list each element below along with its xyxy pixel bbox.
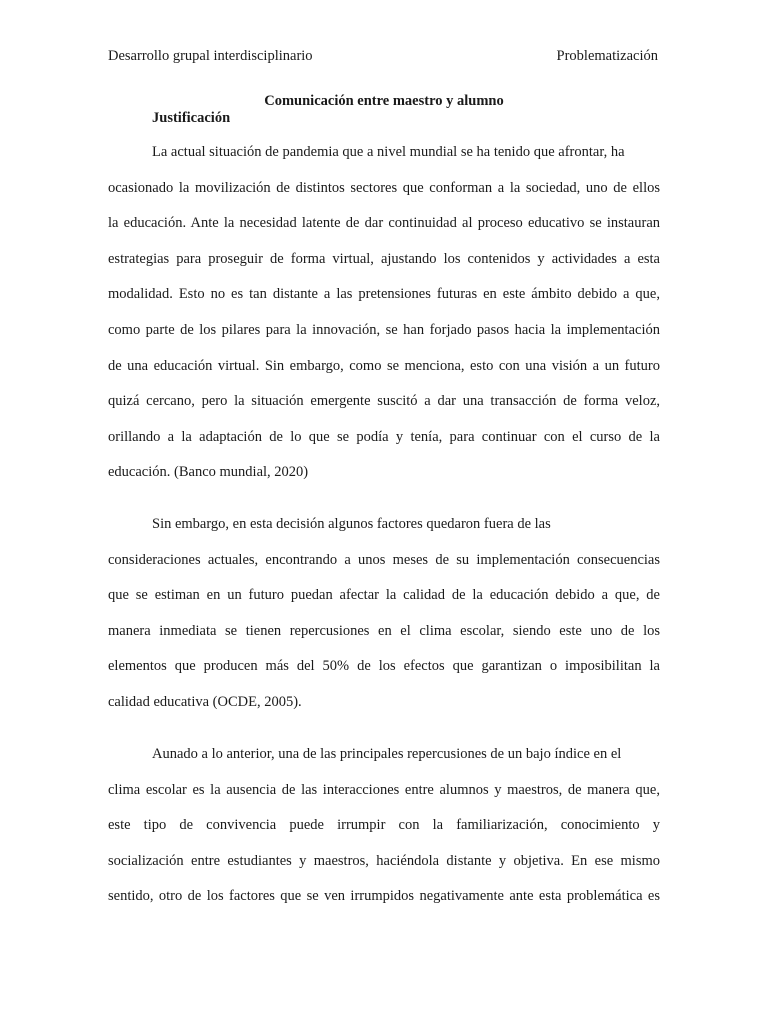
paragraph-line: orillando a la adaptación de lo que se podía y tenía, para continuar con el curso de la [108, 428, 660, 445]
paragraph-line: Sin embargo, en esta decisión algunos factores quedaron fuera de las [152, 516, 551, 532]
paragraph-line: socialización entre estudiantes y maestros, haciéndola distante y objetiva. En ese mismo [108, 852, 660, 869]
paragraph-line: manera inmediata se tienen repercusiones en el clima escolar, siendo este uno de los [108, 622, 660, 639]
paragraph-line: como parte de los pilares para la innovación, se han forjado pasos hacia la implementación [108, 321, 660, 338]
paragraph-line: Aunado a lo anterior, una de las principales repercusiones de un bajo índice en el [152, 746, 622, 762]
section-heading: Justificación [152, 110, 231, 126]
paragraph-line: quizá cercano, pero la situación emergente suscitó a dar una transacción de forma veloz, [108, 393, 660, 410]
paragraph-line: La actual situación de pandemia que a nivel mundial se ha tenido que afrontar, ha [152, 144, 625, 160]
paragraph-line: consideraciones actuales, encontrando a unos meses de su implementación consecuencias [108, 551, 660, 568]
paragraph-line: ocasionado la movilización de distintos sectores que conforman a la sociedad, uno de ellos [108, 179, 660, 196]
paragraph-1 [108, 135, 660, 491]
header-course-name: Desarrollo grupal interdisciplinario [108, 48, 313, 64]
paragraph-line: sentido, otro de los factores que se ven irrumpidos negativamente ante esta problemática es [108, 888, 660, 905]
paragraph-line: calidad educativa (OCDE, 2005). [108, 693, 302, 710]
paragraph-line: la educación. Ante la necesidad latente de dar continuidad al proceso educativo se instauran [108, 215, 660, 232]
paragraph-line: clima escolar es la ausencia de las interacciones entre alumnos y maestros, de manera que, [108, 781, 660, 798]
paragraph-2 [108, 507, 660, 721]
paragraph-line: este tipo de convivencia puede irrumpir con la familiarización, conocimiento y [108, 817, 660, 834]
paragraph-line: modalidad. Esto no es tan distante a las pretensiones futuras en este ámbito debido a que, [108, 286, 660, 303]
paragraph-line: estrategias para proseguir de forma virtual, ajustando los contenidos y actividades a esta [108, 250, 660, 267]
document-title: Comunicación entre maestro y alumno [264, 93, 504, 109]
paragraph-line: elementos que producen más del 50% de los efectos que garantizan o imposibilitan la [108, 658, 660, 675]
paragraph-line: educación. (Banco mundial, 2020) [108, 464, 309, 481]
paragraph-3 [108, 737, 660, 915]
paragraph-line: que se estiman en un futuro puedan afectar la calidad de la educación debido a que, de [108, 587, 660, 604]
paragraph-line: de una educación virtual. Sin embargo, como se menciona, esto con una visión a un futuro [108, 357, 660, 374]
header-section-name: Problematización [556, 48, 658, 64]
